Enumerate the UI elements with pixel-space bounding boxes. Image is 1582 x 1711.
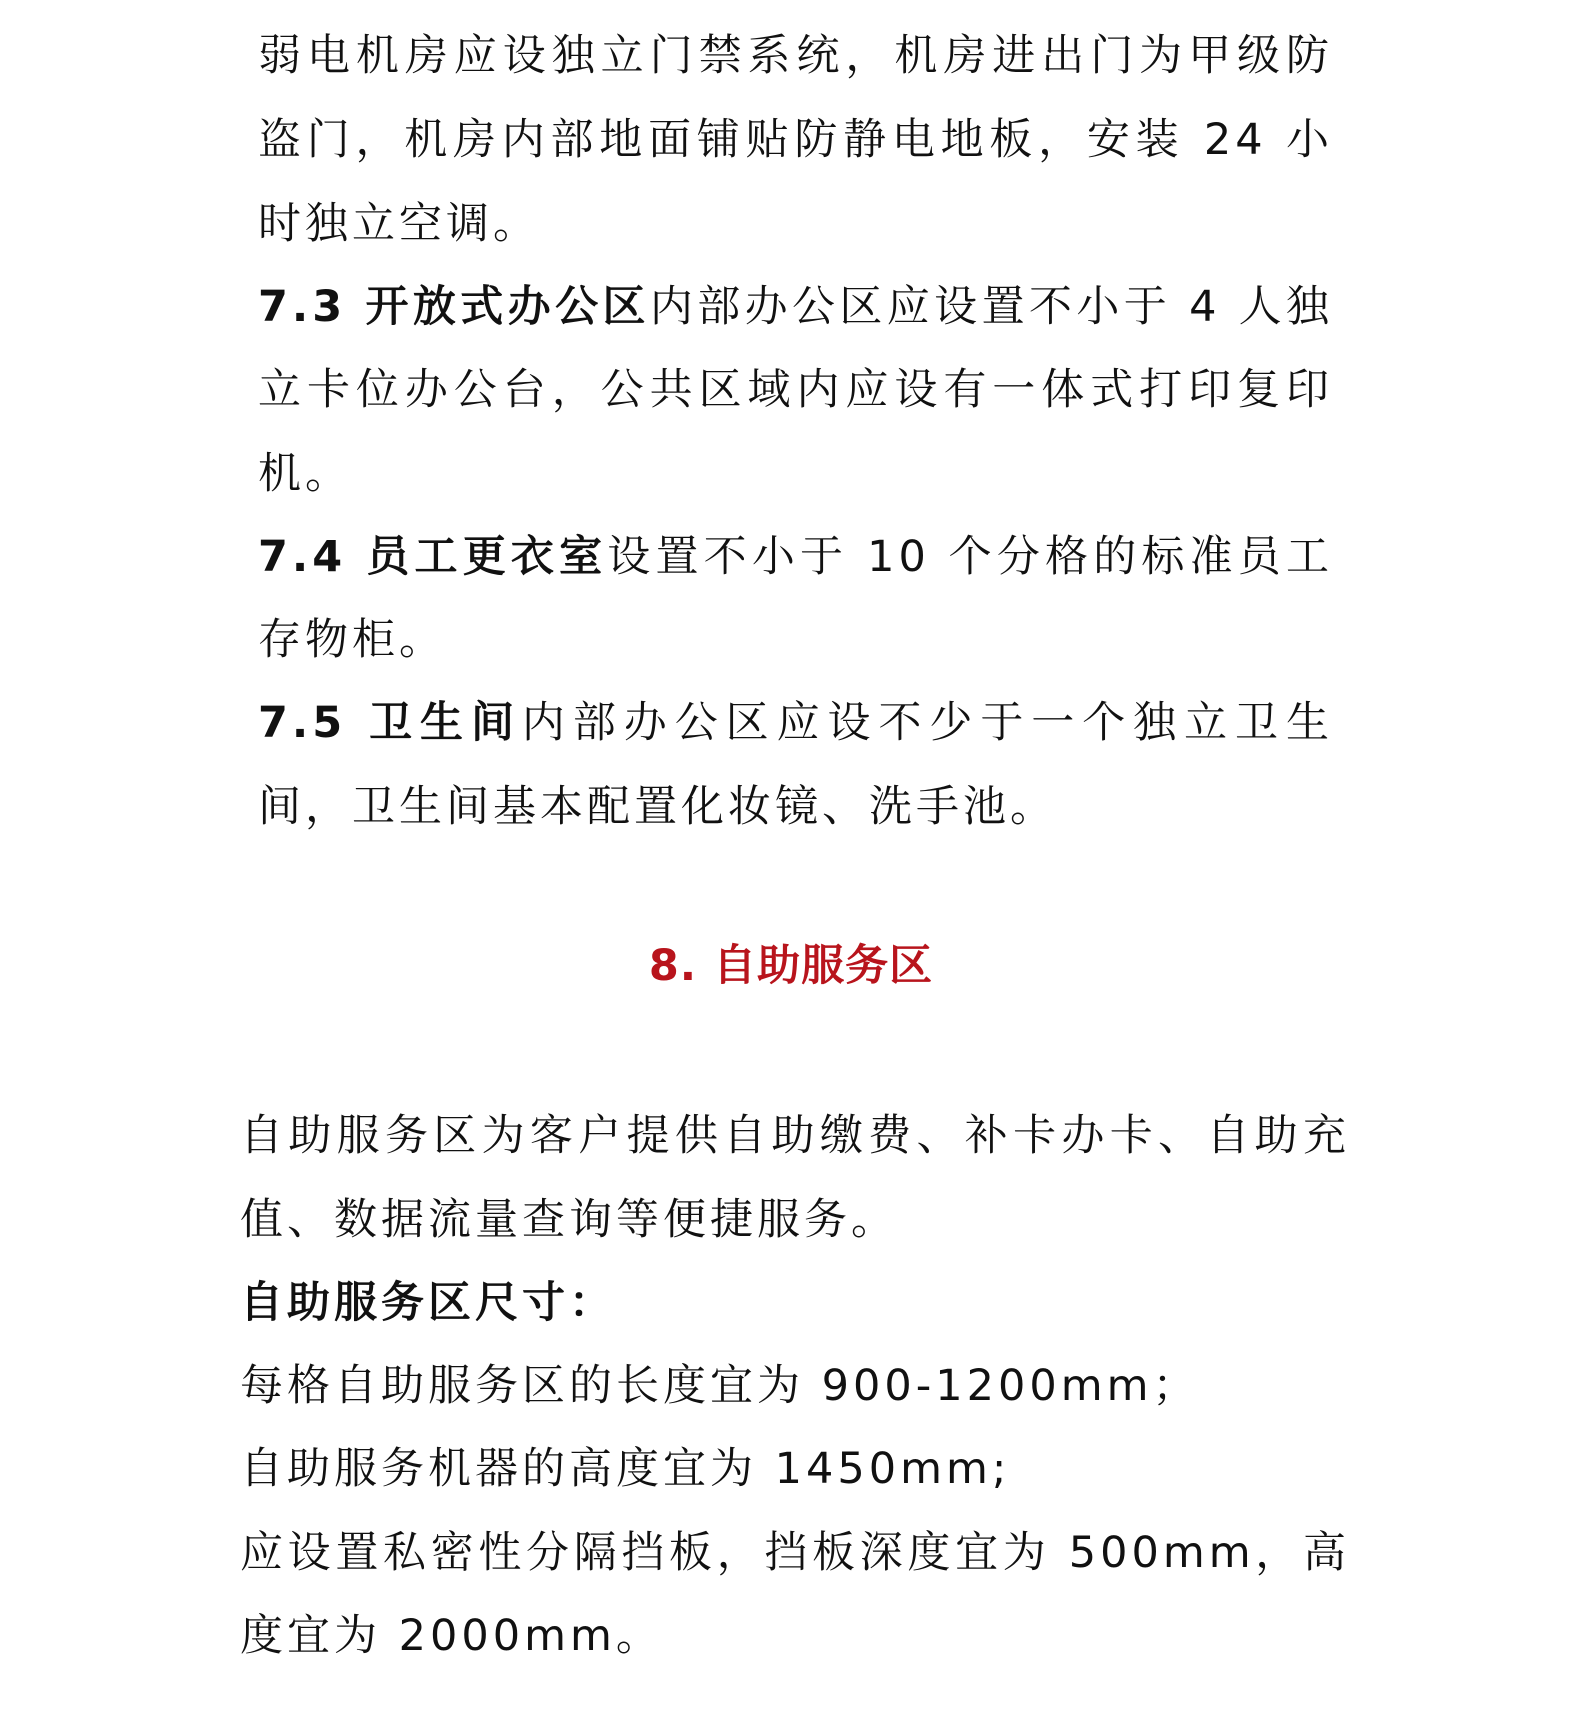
size-heading: 自助服务区尺寸： (240, 1278, 616, 1328)
paragraph-line: 盗门，机房内部地面铺贴防静电地板，安装 24 小 (258, 115, 1333, 165)
paragraph-line: 值、数据流量查询等便捷服务。 (240, 1195, 898, 1245)
paragraph-line: 立卡位办公台，公共区域内应设有一体式打印复印 (258, 365, 1333, 415)
item-7-3-text: 内部办公区应设置不小于 4 人独 (649, 282, 1333, 332)
paragraph-line: 弱电机房应设独立门禁系统，机房进出门为甲级防 (258, 31, 1333, 81)
section-8-title: 8. 自助服务区 (648, 941, 934, 991)
paragraph-line: 自助服务区为客户提供自助缴费、补卡办卡、自助充 (240, 1111, 1350, 1161)
spec-line: 每格自助服务区的长度宜为 900-1200mm； (240, 1361, 1200, 1411)
spec-line: 自助服务机器的高度宜为 1450mm; (240, 1444, 1011, 1494)
spec-line: 应设置私密性分隔挡板，挡板深度宜为 500mm，高 (240, 1528, 1350, 1578)
item-7-5-text: 内部办公区应设不少于一个独立卫生 (521, 698, 1333, 748)
item-7-5-line (258, 693, 1333, 753)
paragraph-line: 存物柜。 (258, 615, 446, 665)
item-7-5-label: 7.5 卫生间 (258, 698, 522, 748)
paragraph-line: 机。 (258, 449, 352, 499)
item-7-4-line (258, 527, 1333, 587)
spec-line: 度宜为 2000mm。 (240, 1611, 663, 1661)
item-7-3-label: 7.3 开放式办公区 (258, 282, 650, 332)
item-7-4-text: 设置不小于 10 个分格的标准员工 (607, 532, 1333, 582)
paragraph-line: 间，卫生间基本配置化妆镜、洗手池。 (258, 782, 1057, 832)
item-7-3-line (258, 277, 1333, 337)
item-7-4-label: 7.4 员工更衣室 (258, 532, 608, 582)
paragraph-line: 时独立空调。 (258, 199, 540, 249)
